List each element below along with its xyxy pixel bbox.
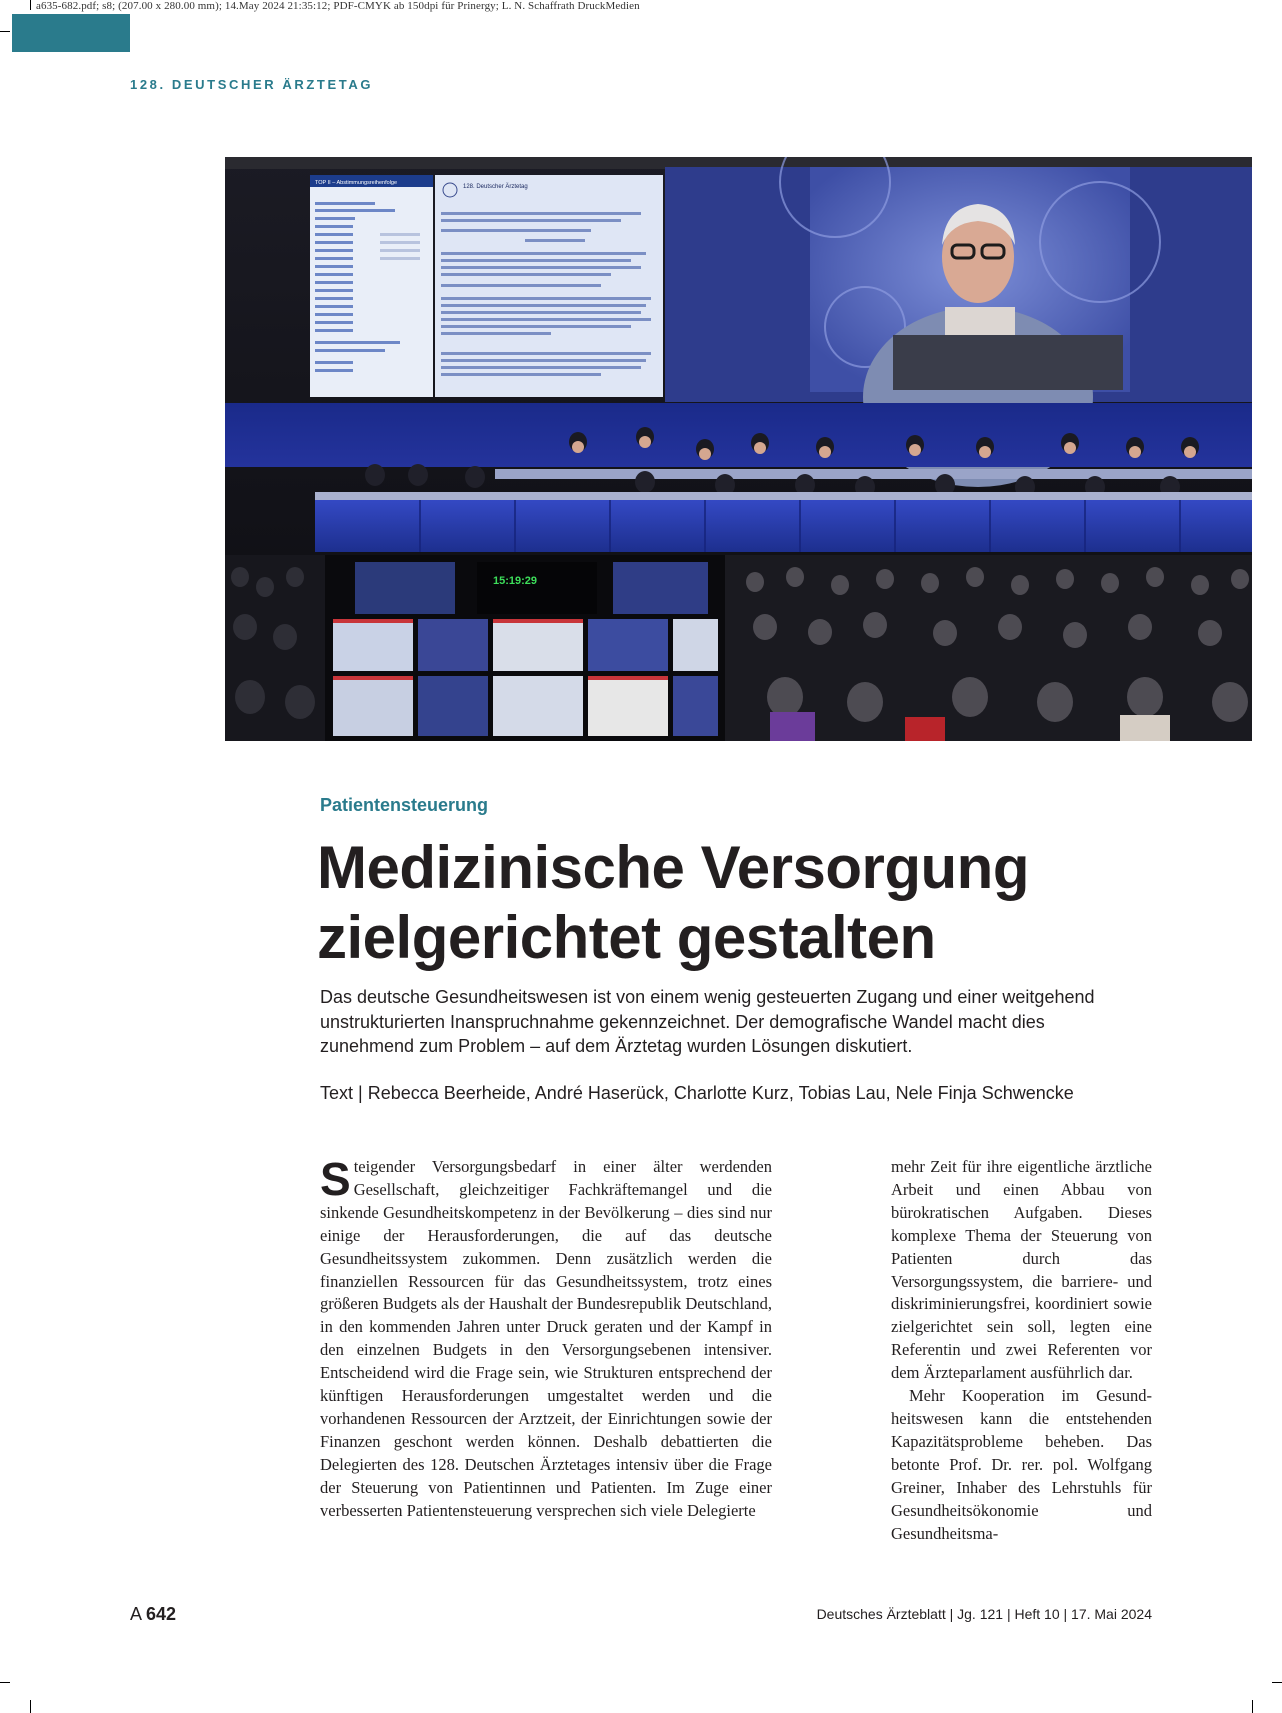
crop-mark <box>0 1682 10 1683</box>
crop-mark <box>1272 1682 1282 1683</box>
crop-mark <box>1252 1700 1253 1713</box>
body-paragraph: Mehr Kooperation im Gesundheitswesen kann die entstehenden Kapazitätsprobleme beheben. Das betonte Prof. Dr. rer. pol. Wolfgang Greiner, Inhaber des Lehrstuhls für Gesundheitsökonomie und Gesundheitsma- <box>891 1386 1152 1543</box>
body-column-1 <box>320 1153 772 1523</box>
crop-mark <box>30 0 31 10</box>
article-photo <box>225 157 1252 741</box>
article-lead: Das deutsche Gesundheitswesen ist von einem wenig gesteuerten Zugang und einer weitgehend unstrukturierten Inanspruchnahme gekennzeichnet. Der demografische Wandel macht dies zunehmend zum Problem – auf dem Ärztetag wurden Lösungen diskutiert. <box>320 987 1095 1056</box>
slide-heading: 128. Deutscher Ärztetag <box>463 184 528 190</box>
clock-display: 15:19:29 <box>493 575 538 587</box>
section-header: 128. DEUTSCHER ÄRZTETAG <box>130 77 374 92</box>
print-slug: a635-682.pdf; s8; (207.00 x 280.00 mm); 14.May 2024 21:35:12; PDF-CMYK ab 150dpi für Prinergy; L. N. Schaffrath DruckMedien <box>36 0 640 12</box>
body-column-2 <box>891 1156 1152 1545</box>
article-kicker: Patientensteuerung <box>320 795 489 815</box>
article-title <box>317 833 1197 973</box>
page-number-value: 642 <box>146 1604 177 1624</box>
article-byline: Text | Rebecca Beerheide, André Haserück, Charlotte Kurz, Tobias Lau, Nele Finja Schwencke <box>320 1083 1074 1103</box>
drop-cap: S <box>320 1153 351 1205</box>
body-paragraph: mehr Zeit für ihre eigentliche ärztliche Arbeit und einen Abbau von bürokratischen Aufgaben. Dieses komplexe Thema der Steuerung von Patienten durch das Versorgungssystem, die barriere- und diskriminierungsfrei, koordiniert sowie zielgerichtet sein soll, legten eine Referentin und zwei Referenten vor dem Ärzteparlament ausführlich dar. <box>891 1157 1152 1383</box>
journal-info: Deutsches Ärzteblatt | Jg. 121 | Heft 10 | 17. Mai 2024 <box>816 1606 1152 1622</box>
section-color-tab <box>12 14 130 52</box>
page-prefix: A <box>130 1604 142 1624</box>
page-number <box>130 1604 176 1625</box>
crop-mark <box>0 31 10 32</box>
body-paragraph: teigender Versorgungsbedarf in einer älter werdenden Gesellschaft, gleichzeitiger Fachkräftemangel und die sinkende Gesundheitskompetenz in der Bevölkerung – dies sind nur einige der Herausforderungen, die auf das deutsche Gesundheitssystem zukommen. Denn zusätzlich werden die finanziellen Ressourcen für das Gesundheitssystem, trotz eines größeren Budgets als der Haushalt der Bundesrepublik Deutschland, in den kommenden Jahren unter Druck geraten und der Kampf in den einzelnen Budgets in den Versorgungsebenen intensiver. Entscheidend wird die Frage sein, wie Strukturen entsprechend der künftigen Herausforderungen umgestaltet werden und die vorhandenen Ressourcen der Arztzeit, der Einrichtungen sowie der Finanzen geschont werden können. Deshalb debattierten die Delegierten des 128. Deutschen Ärztetages intensiv über die Frage der Steuerung von Patientinnen und Patienten. Im Zuge einer verbesserten Patientensteuerung versprechen sich viele Delegierte <box>320 1157 772 1520</box>
article-title-line-2: zielgerichtet gestalten <box>317 904 936 971</box>
article-title-line-1: Medizinische Versorgung <box>317 834 1029 901</box>
crop-mark <box>30 1700 31 1713</box>
slide-title: TOP II – Abstimmungsreihenfolge <box>315 180 398 186</box>
